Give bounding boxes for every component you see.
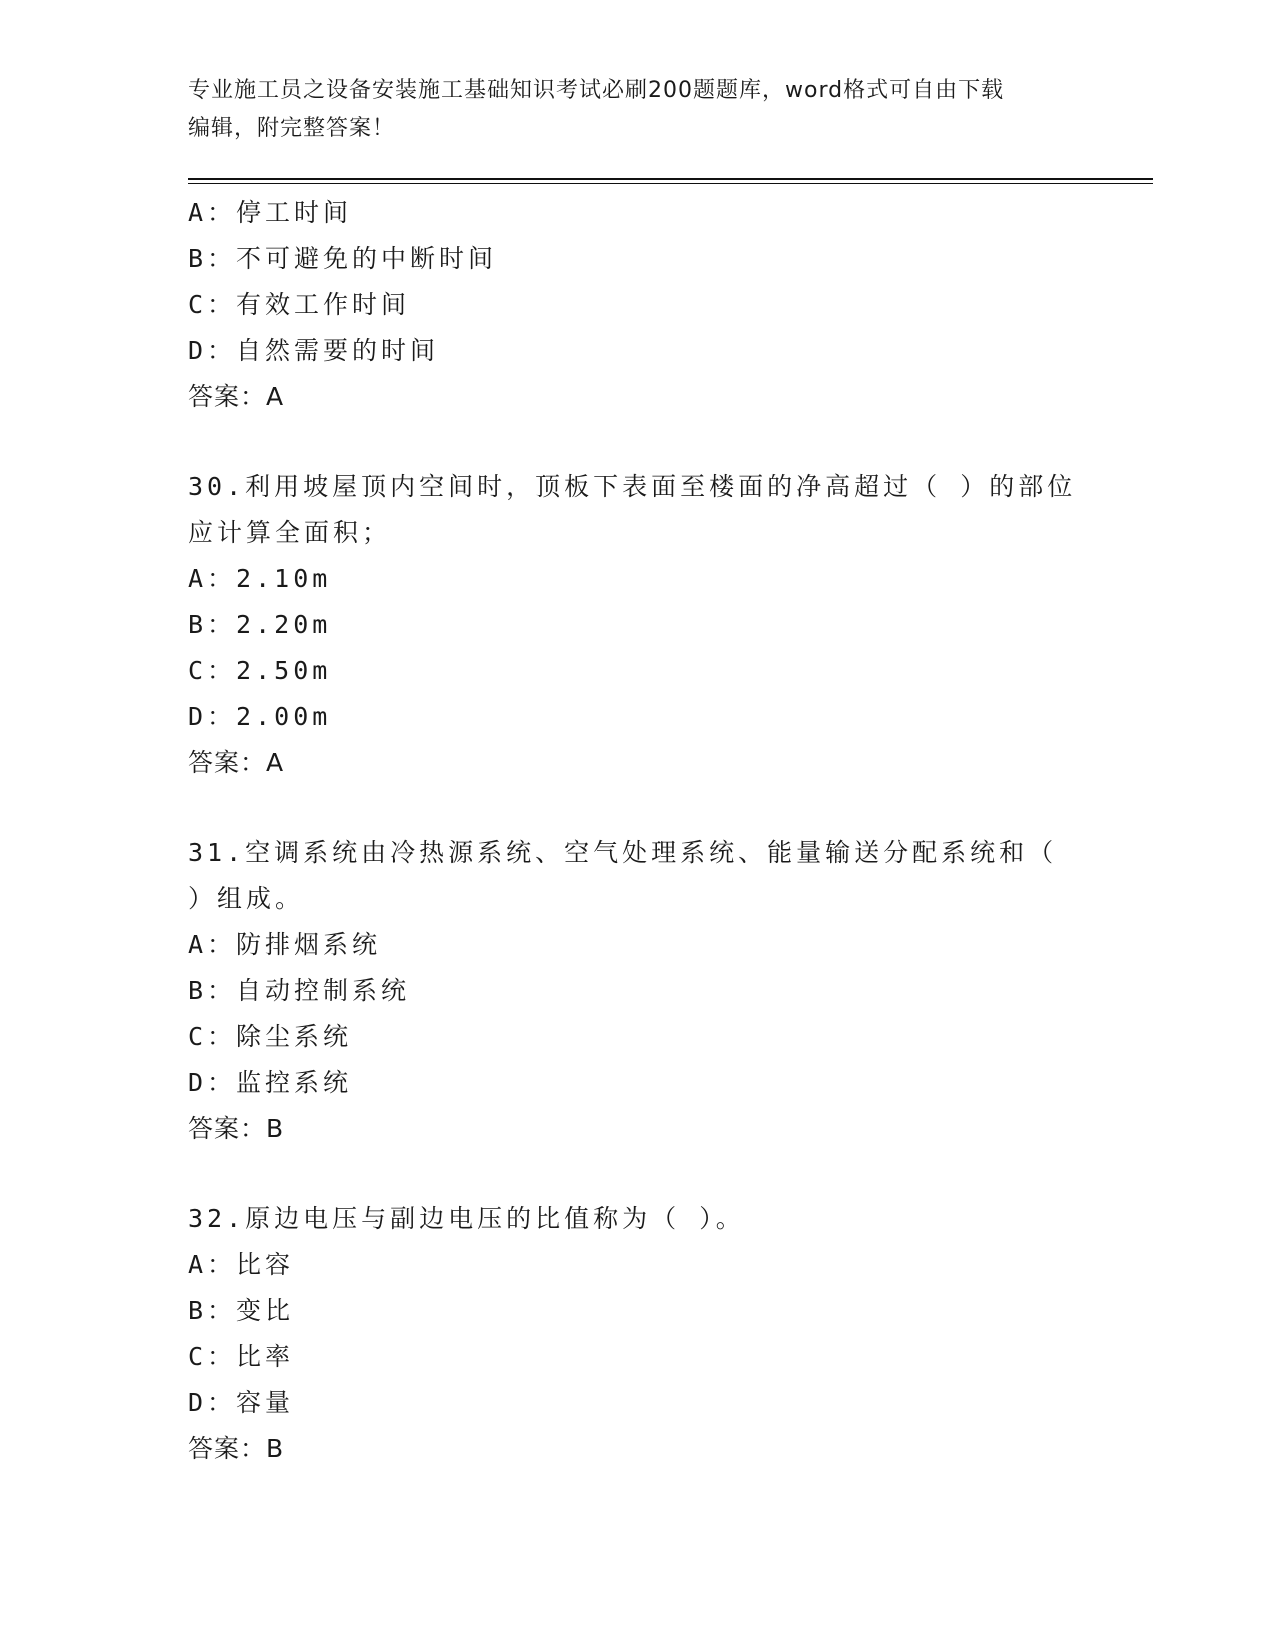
question-stem: 30.利用坡屋顶内空间时，顶板下表面至楼面的净高超过（ ）的部位 xyxy=(188,472,1077,501)
option-d: D：容量 xyxy=(188,1388,295,1417)
header-title-line-2: 编辑，附完整答案！ xyxy=(188,116,396,141)
option-c: C：2.50m xyxy=(188,656,332,685)
option-c: C：比率 xyxy=(188,1342,295,1371)
question-32 xyxy=(188,1196,1088,1472)
question-spacer xyxy=(188,786,1088,830)
question-31 xyxy=(188,830,1088,1152)
option-a: A：2.10m xyxy=(188,564,332,593)
option-d: D：监控系统 xyxy=(188,1068,353,1097)
header-divider-thick xyxy=(188,178,1153,180)
option-c: C：除尘系统 xyxy=(188,1022,353,1051)
header-divider-thin xyxy=(188,183,1153,184)
question-list xyxy=(188,190,1088,1472)
document-header xyxy=(188,72,1088,148)
option-d: D：2.00m xyxy=(188,702,332,731)
option-a: A：比容 xyxy=(188,1250,295,1279)
option-d: D：自然需要的时间 xyxy=(188,336,440,365)
option-b: B：2.20m xyxy=(188,610,332,639)
question-30 xyxy=(188,464,1088,786)
option-a: A：停工时间 xyxy=(188,198,353,227)
option-b: B：变比 xyxy=(188,1296,295,1325)
option-a: A：防排烟系统 xyxy=(188,930,382,959)
option-b: B：不可避免的中断时间 xyxy=(188,244,498,273)
answer-line: 答案：B xyxy=(188,1434,285,1463)
question-stem: 32.原边电压与副边电压的比值称为（ ）。 xyxy=(188,1204,745,1233)
question-29 xyxy=(188,190,1088,420)
option-c: C：有效工作时间 xyxy=(188,290,411,319)
answer-line: 答案：A xyxy=(188,382,285,411)
question-stem-continued: ）组成。 xyxy=(188,884,305,913)
question-spacer xyxy=(188,1152,1088,1196)
question-stem-continued: 应计算全面积； xyxy=(188,518,392,547)
answer-line: 答案：B xyxy=(188,1114,285,1143)
question-spacer xyxy=(188,420,1088,464)
option-b: B：自动控制系统 xyxy=(188,976,411,1005)
question-stem: 31.空调系统由冷热源系统、空气处理系统、能量输送分配系统和（ xyxy=(188,838,1058,867)
header-title-line-1: 专业施工员之设备安装施工基础知识考试必刷200题题库，word格式可自由下载 xyxy=(188,78,1005,103)
answer-line: 答案：A xyxy=(188,748,285,777)
